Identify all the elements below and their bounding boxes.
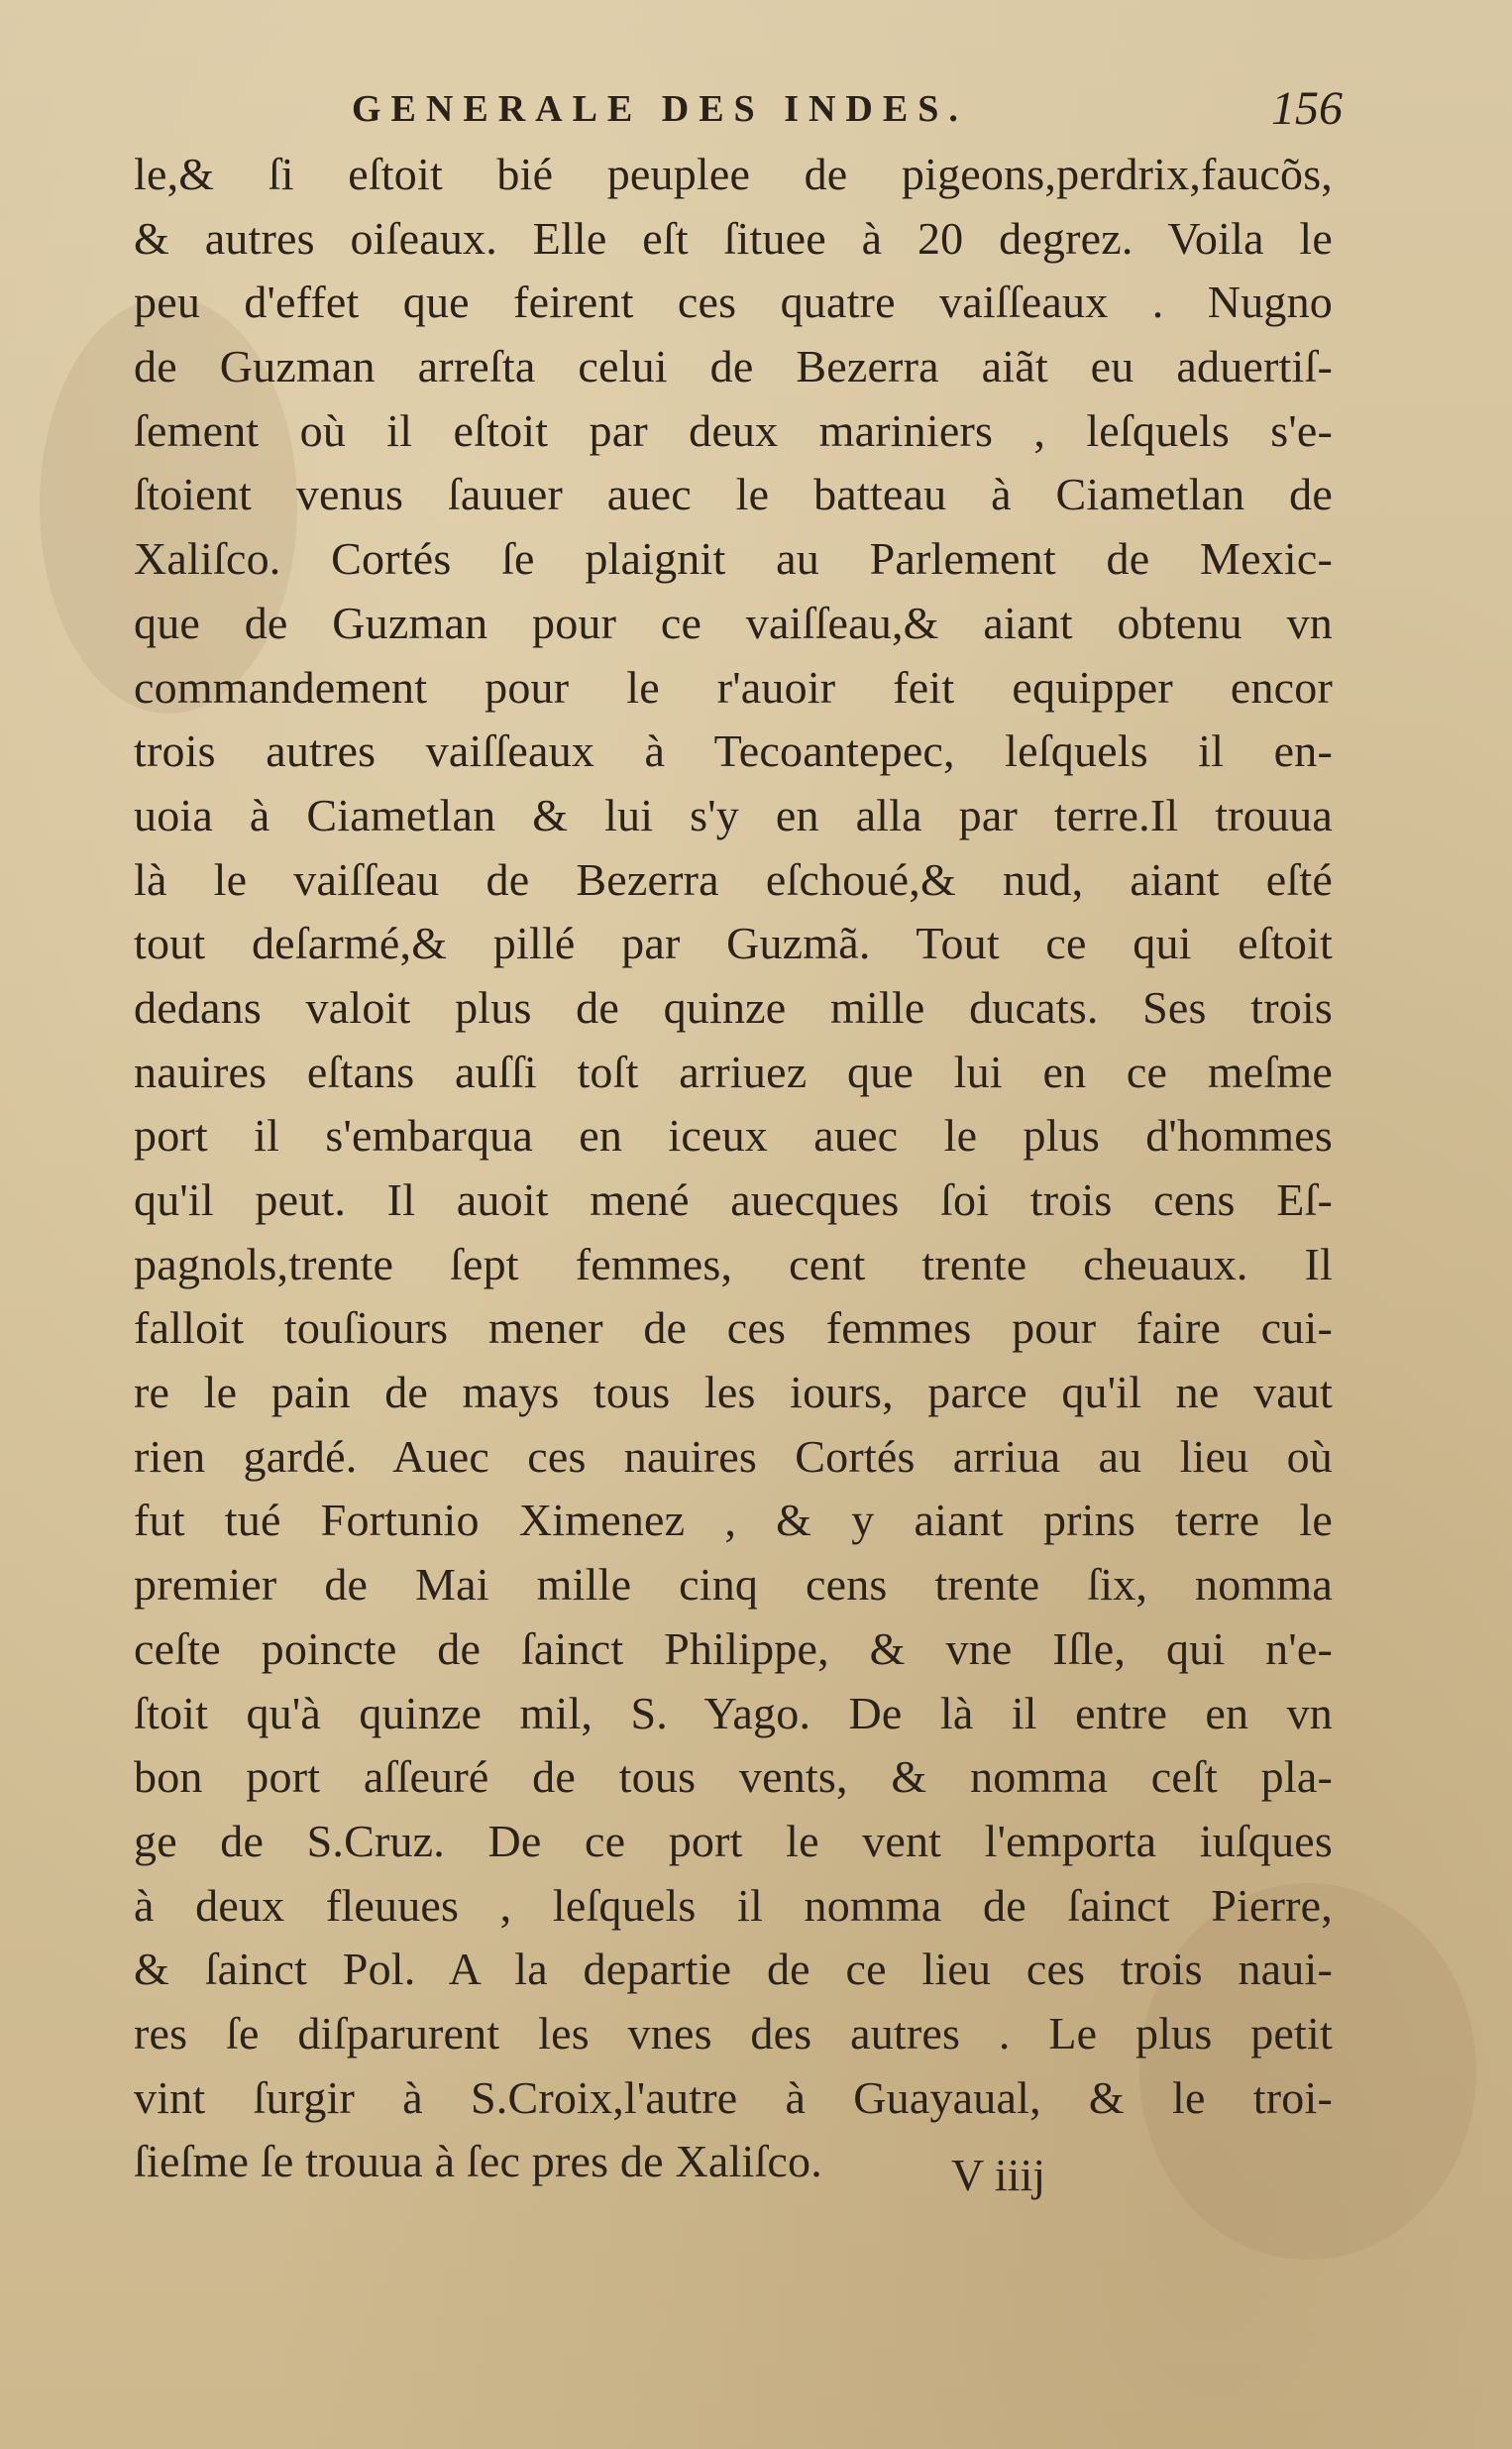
text-line: & autres oiſeaux. Elle eſt ſituee à 20 degrez. Voila le bbox=[134, 212, 1333, 264]
text-line: fut tué Fortunio Ximenez , & y aiant prins terre le bbox=[134, 1495, 1333, 1546]
text-line: uoia à Ciametlan & lui s'y en alla par terre.Il trouua bbox=[134, 789, 1333, 840]
text-line: tout deſarmé,& pillé par Guzmã. Tout ce qui eſtoit bbox=[134, 918, 1333, 969]
text-line: qu'il peut. Il auoit mené auecques ſoi trois cens Eſ- bbox=[134, 1174, 1333, 1225]
text-line: que de Guzman pour ce vaiſſeau,& aiant obtenu vn bbox=[134, 597, 1333, 648]
page-header bbox=[352, 82, 1343, 147]
text-line: pagnols,trente ſept femmes, cent trente cheuaux. Il bbox=[134, 1238, 1333, 1289]
text-line: rien gardé. Auec ces nauires Cortés arriua au lieu où bbox=[134, 1430, 1333, 1482]
text-line: ſtoient venus ſauuer auec le batteau à Ciametlan de bbox=[134, 469, 1333, 520]
text-line: vint ſurgir à S.Croix,l'autre à Guayaual, & le troi- bbox=[134, 2071, 1333, 2123]
text-line: ceſte poincte de ſainct Philippe, & vne Iſle, qui n'e- bbox=[134, 1622, 1333, 1674]
running-head: GENERALE DES INDES. bbox=[352, 88, 968, 130]
text-line: ſement où il eſtoit par deux mariniers , leſquels s'e- bbox=[134, 404, 1333, 456]
text-line: & ſainct Pol. A la departie de ce lieu ces trois naui- bbox=[134, 1944, 1333, 1995]
text-line: de Guzman arreſta celui de Bezerra aiãt eu aduertiſ- bbox=[134, 341, 1333, 392]
page-number: 156 bbox=[1271, 82, 1343, 135]
text-line: port il s'embarqua en iceux auec le plus d'hommes bbox=[134, 1110, 1333, 1162]
text-line: res ſe diſparurent les vnes des autres . Le plus petit bbox=[134, 2007, 1333, 2059]
text-line: dedans valoit plus de quinze mille ducats. Ses trois bbox=[134, 981, 1333, 1033]
text-line: ſieſme ſe trouua à ſec pres de Xaliſco. bbox=[134, 2136, 822, 2187]
text-line: peu d'effet que feirent ces quatre vaiſſeaux . Nugno bbox=[134, 277, 1333, 328]
text-line: là le vaiſſeau de Bezerra eſchoué,& nud, aiant eſté bbox=[134, 853, 1333, 905]
text-line: ſtoit qu'à quinze mil, S. Yago. De là il entre en vn bbox=[134, 1687, 1333, 1738]
text-line: nauires eſtans auſſi toſt arriuez que lui en ce meſme bbox=[134, 1046, 1333, 1097]
text-line: le,& ſi eſtoit bié peuplee de pigeons,perdrix,faucõs, bbox=[134, 149, 1333, 199]
text-line: commandement pour le r'auoir feit equipper encor bbox=[134, 661, 1333, 713]
signature-mark: V iiij bbox=[951, 2150, 1046, 2200]
text-line: re le pain de mays tous les iours, parce qu'il ne vaut bbox=[134, 1367, 1333, 1418]
text-line: trois autres vaiſſeaux à Tecoantepec, leſquels il en- bbox=[134, 725, 1333, 777]
text-line: ge de S.Cruz. De ce port le vent l'emporta iuſques bbox=[134, 1815, 1333, 1866]
body-text bbox=[134, 143, 1333, 2194]
text-line: à deux fleuues , leſquels il nomma de ſainct Pierre, bbox=[134, 1879, 1333, 1931]
text-line: falloit touſiours mener de ces femmes pour faire cui- bbox=[134, 1302, 1333, 1354]
text-line: premier de Mai mille cinq cens trente ſix, nomma bbox=[134, 1559, 1333, 1611]
text-line: bon port aſſeuré de tous vents, & nomma ceſt pla- bbox=[134, 1751, 1333, 1803]
text-line: Xaliſco. Cortés ſe plaignit au Parlement de Mexic- bbox=[134, 533, 1333, 585]
